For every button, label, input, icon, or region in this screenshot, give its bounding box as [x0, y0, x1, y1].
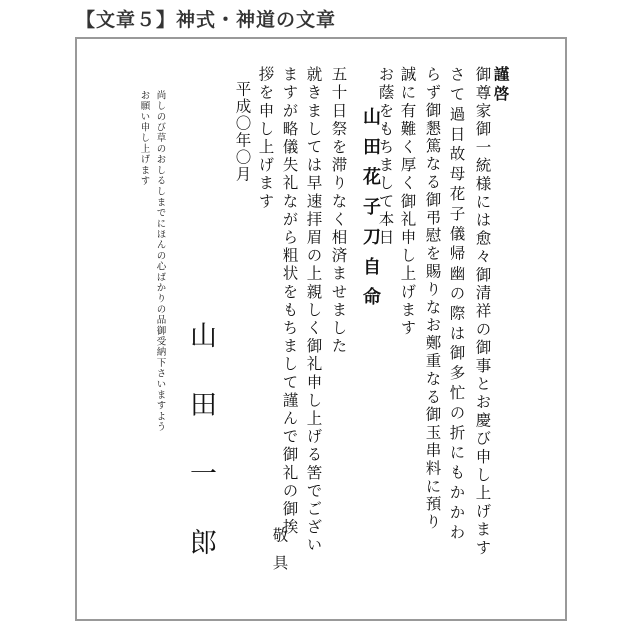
- postscript-line-2: お願い申し上げます: [138, 90, 150, 187]
- deceased-name: 山田花子刀自命: [360, 107, 381, 317]
- date: 平成〇年〇月: [233, 81, 252, 183]
- body-line-3: らず御懇篤なる御弔慰を賜りなお鄭重なる御玉串料に預り: [423, 66, 442, 532]
- closing-line-1: 五十日祭を滞りなく相済ませました: [329, 66, 348, 356]
- closing-line-3: ますが略儀失礼ながら粗状をもちまして謹んで御礼の御挨: [280, 66, 299, 537]
- body-line-5: お蔭をもちまして本日: [376, 66, 395, 247]
- body-line-4: 誠に有難く厚く御礼申し上げます: [398, 66, 417, 338]
- salutation: 謹啓: [491, 66, 511, 105]
- page-heading: 【文章５】神式・神道の文章: [76, 9, 337, 31]
- letter-card: [75, 37, 567, 621]
- sender-name: 山田一郎: [185, 321, 216, 597]
- complimentary-close: 敬具: [270, 527, 289, 582]
- body-line-1: 御尊家御一統様には愈々御清祥の御事とお慶び申し上げます: [473, 66, 492, 558]
- closing-line-2: 就きましては早速拝眉の上親しく御礼申し上げる筈でござい: [304, 66, 323, 555]
- body-line-2: さて過日故母花子儀帰幽の際は御多忙の折にもかかわ: [447, 66, 466, 544]
- postscript-line-1: 尚しのび草のおしるしまでにほんの心ばかりの品御受納下さいますよう: [154, 90, 166, 433]
- closing-line-4: 拶を申し上げます: [256, 66, 275, 211]
